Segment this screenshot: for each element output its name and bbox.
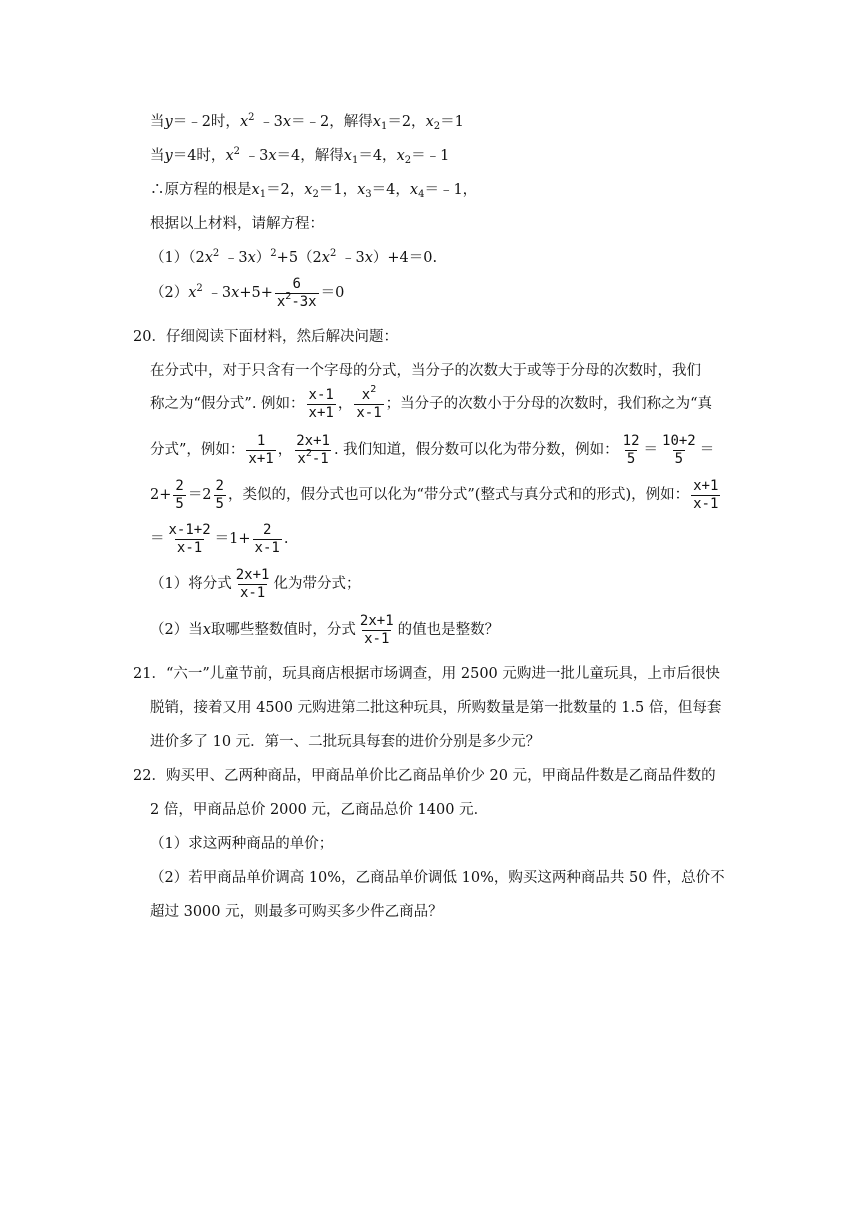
- q20-subquestion-1: （1）将分式 $\frac{2x+1}{x-1}$ 化为带分式；: [150, 566, 361, 601]
- solution-line-roots: ∴原方程的根是$x_1=2$，$x_2=1$，$x_3=4$，$x_4=﹣1$，: [150, 182, 478, 200]
- fraction-x+1-over-x-1: $\frac{x+1}{x-1}$: [693, 477, 719, 512]
- fraction-12-over-5: $\frac{12}{5}$: [622, 432, 640, 467]
- question-22-line-1: 22．购买甲、乙两种商品，甲商品单价比乙商品单价少 20 元，甲商品件数是乙商品件数的: [133, 768, 716, 784]
- question-21-line-1: 21．“六一”儿童节前，玩具商店根据市场调查，用 2500 元购进一批儿童玩具，上市后很快: [133, 666, 720, 682]
- fraction-x2-over-x-1: $\frac{x^2}{x-1}$: [356, 383, 382, 421]
- question-22-sub-1: （1）求这两种商品的单价；: [150, 836, 334, 852]
- q20-paragraph-5: ＝ $\frac{x-1+2}{x-1}$ ＝1+ $\frac{2}{x-1}$ .: [150, 521, 289, 556]
- fraction-x-1+2-over-x-1: $\frac{x-1+2}{x-1}$: [168, 521, 211, 556]
- q20-paragraph-4: 2+ $\frac{2}{5}$ ＝2 $\frac{2}{5}$ ，类似的，假分式也可以化为“带分式”(整式与真分式和的形式)，例如： $\frac{x+1}{x-1}$: [150, 477, 719, 512]
- q20-paragraph-2: 称之为“假分式”. 例如： $\frac{x-1}{x+1}$ ， $\frac{x^2}{x-1}$ ；当分子的次数小于分母的次数时，我们称之为“真: [150, 383, 713, 421]
- question-21-line-2: 脱销，接着又用 4500 元购进第二批这种玩具，所购数量是第一批数量的 1.5 倍，但每套: [150, 700, 722, 716]
- fraction-1-over-x+1: $\frac{1}{x+1}$: [248, 432, 274, 467]
- mixed-fraction-2-over-5: $\frac{2}{5}$: [215, 477, 224, 512]
- fraction-2-over-5: $\frac{2}{5}$: [175, 477, 184, 512]
- q20-paragraph-1: 在分式中，对于只含有一个字母的分式，当分子的次数大于或等于分母的次数时，我们: [150, 363, 701, 379]
- fraction-x-1-over-x+1: $\frac{x-1}{x+1}$: [308, 386, 334, 421]
- question-21-line-3: 进价多了 10 元．第一、二批玩具每套的进价分别是多少元？: [150, 734, 541, 750]
- fraction-2x+1-over-x-1: $\frac{2x+1}{x-1}$: [235, 566, 270, 601]
- question-22-sub-2-line-1: （2）若甲商品单价调高 10%，乙商品单价调低 10%，购买这两种商品共 50 件，总价不: [150, 870, 725, 886]
- question-20-title: 20．仔细阅读下面材料，然后解决问题：: [133, 329, 398, 345]
- fraction-2x+1-over-x-1-b: $\frac{2x+1}{x-1}$: [359, 612, 394, 647]
- question-22-sub-2-line-2: 超过 3000 元，则最多可购买多少件乙商品？: [150, 904, 443, 920]
- q20-subquestion-2: （2）当x取哪些整数值时，分式 $\frac{2x+1}{x-1}$ 的值也是整数？: [150, 612, 500, 647]
- q20-paragraph-3: 分式”，例如： $\frac{1}{x+1}$ ， $\frac{2x+1}{x^2-1}$ . 我们知道，假分数可以化为带分数，例如： $\frac{12}{5}$ ＝ $\frac{10+2}{5}$ ＝: [150, 432, 715, 467]
- equation-2: $(2)x^2$ ﹣3x+5+ $\frac{6}{x^2-3x}$ ＝0: [150, 275, 345, 310]
- instruction-line: 根据以上材料，请解方程：: [150, 216, 324, 232]
- fraction-10+2-over-5: $\frac{10+2}{5}$: [662, 432, 696, 467]
- fraction-2-over-x-1: $\frac{2}{x-1}$: [254, 521, 280, 556]
- equation-1: $(1)(2x^2$ $﹣3x)^2+5(2x^2$ ﹣3x）+4＝0.: [150, 248, 438, 266]
- solution-line-y-4: 当y＝4时，$x^2$ ﹣3x＝4，解得$x_1=4$，$x_2=﹣1$: [150, 146, 450, 166]
- solution-line-y-neg2: 当y＝﹣2时，$x^2$ ﹣3x＝﹣2，解得$x_1=2$，$x_2=1$: [150, 112, 464, 132]
- question-22-line-2: 2 倍，甲商品总价 2000 元，乙商品总价 1400 元．: [150, 802, 489, 818]
- fraction-2x+1-over-x2-1: $\frac{2x+1}{x^2-1}$: [296, 432, 330, 467]
- fraction-6-over-x2-3x: $\frac{6}{x^2-3x}$: [276, 275, 317, 310]
